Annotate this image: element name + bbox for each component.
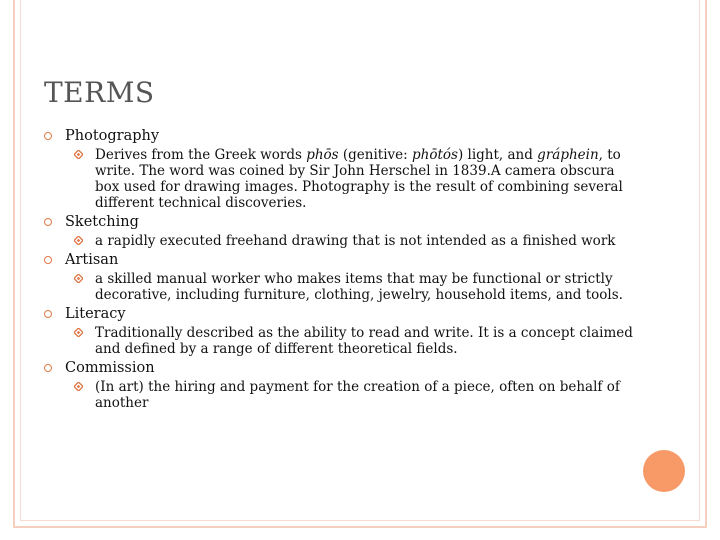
- definition-text: Derives from the Greek words: [95, 147, 307, 163]
- terms-list: [44, 128, 634, 414]
- term-label: Sketching: [65, 214, 139, 230]
- definition-commission: [65, 379, 634, 411]
- ring-bullet-icon: [44, 132, 52, 140]
- definition-literacy: [65, 325, 634, 357]
- decorative-circle: [643, 450, 685, 492]
- slide-title: TERMS: [44, 76, 155, 109]
- ring-bullet-icon: [44, 310, 52, 318]
- greek-word: phōs: [306, 147, 339, 163]
- diamond-bullet-icon: [74, 382, 83, 391]
- definition-text: Traditionally described as the ability to read and write. It is a concept claimed and defined by a range of different theoretical fields.: [95, 325, 633, 357]
- ring-bullet-icon: [44, 256, 52, 264]
- ring-bullet-icon: [44, 364, 52, 372]
- definition-sketching: [65, 233, 634, 249]
- term-commission: [44, 360, 634, 377]
- term-photography: [44, 128, 634, 145]
- definition-text: a rapidly executed freehand drawing that is not intended as a finished work: [95, 233, 616, 249]
- term-label: Literacy: [65, 306, 126, 322]
- diamond-bullet-icon: [74, 150, 83, 159]
- greek-word: phōtós: [412, 147, 458, 163]
- diamond-bullet-icon: [74, 274, 83, 283]
- definition-text: a skilled manual worker who makes items that may be functional or strictly decorative, including furniture, clothing, jewelry, household items, and tools.: [95, 271, 623, 303]
- definition-photography: [65, 147, 634, 211]
- definition-artisan: [65, 271, 634, 303]
- definition-text: (In art) the hiring and payment for the creation of a piece, often on behalf of another: [95, 379, 620, 411]
- definition-text: (genitive:: [338, 147, 412, 163]
- term-sketching: [44, 214, 634, 231]
- term-artisan: [44, 252, 634, 269]
- definition-text: ) light, and: [457, 147, 538, 163]
- greek-word: gráphein: [537, 147, 599, 163]
- term-label: Commission: [65, 360, 155, 376]
- term-label: Photography: [65, 128, 160, 144]
- term-literacy: [44, 306, 634, 323]
- definition-text: , to write. The word was coined by Sir John Herschel in 1839.A camera obscura box used for drawing images. Photography is the result of combining several different technical discoveries.: [95, 147, 623, 211]
- term-label: Artisan: [65, 252, 119, 268]
- diamond-bullet-icon: [74, 236, 83, 245]
- diamond-bullet-icon: [74, 328, 83, 337]
- ring-bullet-icon: [44, 218, 52, 226]
